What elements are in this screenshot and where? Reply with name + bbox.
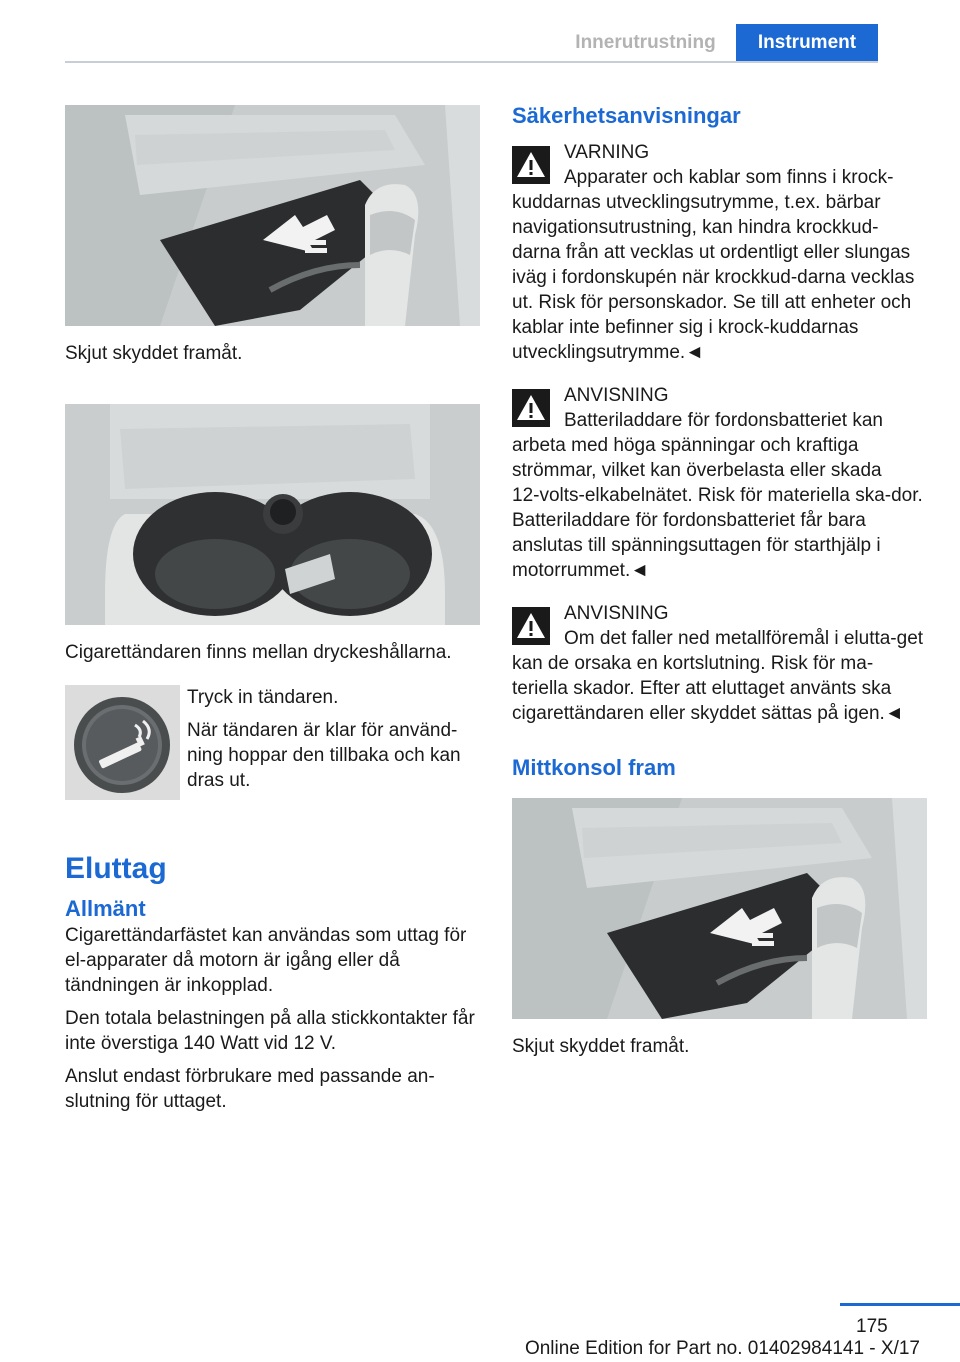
caption-lighter-location: Cigarettändaren finns mellan dryckeshållarna.	[65, 642, 452, 663]
page-header	[0, 0, 960, 62]
left-column	[65, 105, 480, 1114]
warning-icon	[512, 607, 550, 645]
lighter-instructions	[65, 685, 480, 803]
header-section-innerutrustning[interactable]: Innerutrustning	[575, 32, 716, 53]
notice-title: ANVISNING	[564, 385, 669, 406]
lighter-push-text: Tryck in tändaren.	[187, 687, 339, 708]
caption-slide-cover: Skjut skyddet framåt.	[512, 1036, 690, 1057]
front-console-illustration	[512, 798, 927, 1019]
paragraph: Anslut endast förbrukare med passande an‐slutning för uttaget.	[65, 1066, 435, 1112]
page-number: 175	[856, 1316, 888, 1337]
subsection-title-mittkonsol: Mittkonsol fram	[512, 755, 676, 780]
section-title-eluttag: Eluttag	[65, 852, 167, 885]
notice-title: VARNING	[564, 142, 650, 163]
caution-notice	[512, 601, 927, 726]
caption-slide-cover: Skjut skyddet framåt.	[65, 343, 243, 364]
subsection-title-allmant: Allmänt	[65, 896, 146, 921]
caution-notice	[512, 383, 927, 583]
warning-icon	[512, 146, 550, 184]
warning-icon	[512, 389, 550, 427]
safety-title: Säkerhetsanvisningar	[512, 103, 741, 128]
notice-body: Apparater och kablar som finns i krock‐kuddarnas utvecklingsutrymme, t.ex. bärbar navigationsutrustning, kan hindra krockkud‐darna från att vecklas ut ordentligt eller slungas iväg i fordonskupén när krockkud‐darna vecklas ut. Risk för personskador. Se till att enheter och kablar inte befinner sig i krock‐kuddarnas utvecklingsutrymme.◄	[512, 167, 915, 363]
lighter-ready-text: När tändaren är klar för använd‐ning hoppar den tillbaka och kan dras ut.	[187, 720, 461, 791]
footer-accent-line	[840, 1303, 960, 1306]
notice-title: ANVISNING	[564, 603, 669, 624]
edition-text: Online Edition for Part no. 01402984141 - X/17	[524, 1338, 920, 1359]
right-column	[512, 102, 927, 1059]
warning-notice	[512, 140, 927, 365]
paragraph: Den totala belastningen på alla stickkontakter får inte överstiga 140 Watt vid 12 V.	[65, 1008, 475, 1054]
header-section-instrument[interactable]: Instrument	[736, 24, 878, 62]
cupholder-illustration	[65, 404, 480, 625]
console-cover-illustration	[65, 105, 480, 326]
cigarette-lighter-icon	[65, 685, 180, 800]
paragraph: Cigarettändarfästet kan användas som uttag för el-apparater då motorn är igång eller då tändningen är inkopplad.	[65, 925, 467, 996]
notice-body: Batteriladdare för fordonsbatteriet kan arbeta med höga spänningar och kraftiga strömmar, vilket kan överbelasta eller skada 12‑volts‑elkabelnätet. Risk för materiella ska‐dor. Batteriladdare för fordonsbatteriet får bara anslutas till spänningsuttagen för starthjälp i motorrummet.◄	[512, 410, 923, 581]
notice-body: Om det faller ned metallföremål i elutta‐get kan de orsaka en kortslutning. Risk för ma‐teriella skador. Efter att eluttaget använts ska cigarettändaren eller skyddet sättas på igen.◄	[512, 628, 924, 724]
header-divider	[65, 61, 878, 63]
